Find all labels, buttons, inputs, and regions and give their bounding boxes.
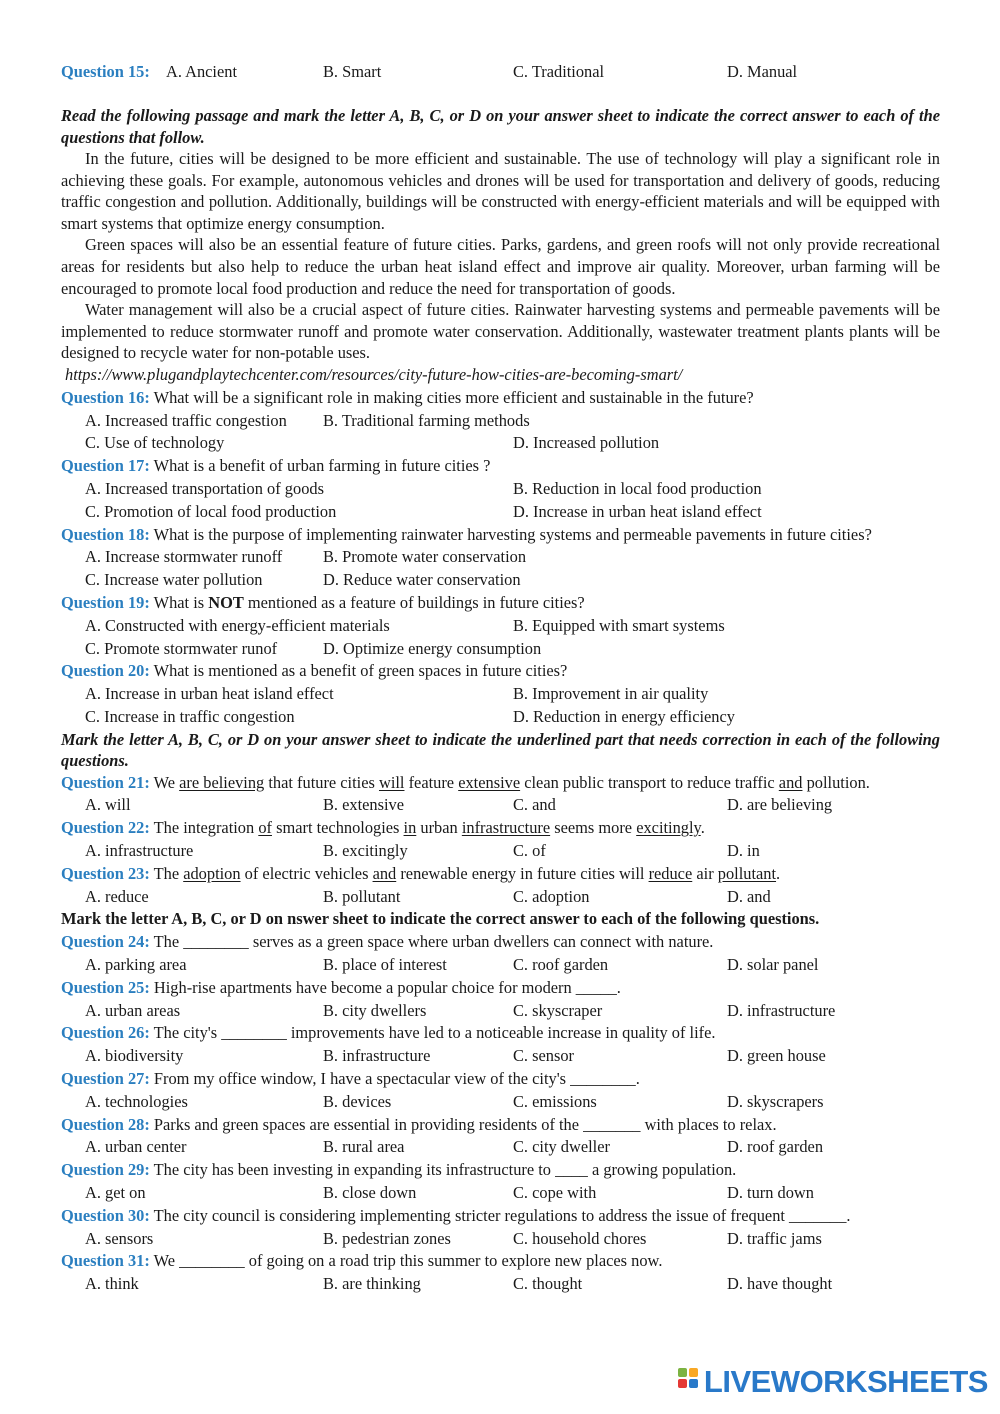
text-part: air bbox=[696, 863, 714, 883]
option-b[interactable]: B. devices bbox=[323, 1091, 392, 1111]
worksheet-page bbox=[61, 60, 940, 1296]
options-row bbox=[61, 501, 940, 524]
question-22 bbox=[61, 817, 940, 840]
text-part: of electric vehicles bbox=[244, 863, 369, 883]
option-c[interactable]: C. and bbox=[513, 795, 556, 815]
option-d[interactable]: D. green house bbox=[727, 1046, 826, 1066]
options-row bbox=[61, 615, 940, 638]
option-c[interactable]: C. adoption bbox=[513, 886, 590, 906]
question-text: What will be a significant role in making cities more efficient and sustainable in the future? bbox=[153, 387, 754, 407]
question-label: Question 22: bbox=[61, 818, 150, 838]
option-a[interactable]: A. will bbox=[85, 795, 131, 815]
vocabulary-instruction: Mark the letter A, B, C, or D on nswer sheet to indicate the correct answer to each of the following questions. bbox=[61, 909, 820, 929]
option-b[interactable]: B. Promote water conservation bbox=[323, 547, 527, 567]
question-text: High-rise apartments have become a popular choice for modern _____. bbox=[153, 977, 621, 997]
option-a[interactable]: A. get on bbox=[85, 1183, 146, 1203]
option-c[interactable]: C. Traditional bbox=[513, 62, 605, 81]
options-row bbox=[61, 546, 940, 569]
question-label: Question 24: bbox=[61, 932, 150, 952]
question-30 bbox=[61, 1205, 940, 1228]
option-c[interactable]: C. Increase in traffic congestion bbox=[85, 706, 295, 726]
underlined-part: in bbox=[403, 818, 417, 838]
underlined-part: pollutant bbox=[717, 863, 777, 883]
option-c[interactable]: C. sensor bbox=[513, 1046, 575, 1066]
option-b[interactable]: B. infrastructure bbox=[323, 1046, 431, 1066]
option-b[interactable]: B. pedestrian zones bbox=[323, 1228, 451, 1248]
question-23 bbox=[61, 863, 940, 886]
text-part: pollution. bbox=[806, 772, 870, 792]
underlined-part: of bbox=[258, 818, 272, 838]
option-a[interactable]: A. Increased traffic congestion bbox=[85, 410, 287, 430]
question-label: Question 15: bbox=[61, 62, 150, 81]
question-20 bbox=[61, 660, 940, 683]
question-label: Question 18: bbox=[61, 524, 150, 544]
option-b[interactable]: B. Equipped with smart systems bbox=[513, 615, 725, 635]
option-c[interactable]: C. skyscraper bbox=[513, 1000, 603, 1020]
question-text: The ________ serves as a green space where urban dwellers can connect with nature. bbox=[153, 932, 714, 952]
question-31 bbox=[61, 1250, 940, 1273]
options-row bbox=[61, 706, 940, 729]
liveworksheets-wordmark: LIVEWORKSHEETS bbox=[703, 1364, 988, 1399]
question-21 bbox=[61, 772, 940, 795]
question-25 bbox=[61, 977, 940, 1000]
options-row bbox=[61, 794, 940, 817]
text-part: urban bbox=[420, 818, 458, 838]
option-a[interactable]: A. technologies bbox=[85, 1091, 188, 1111]
option-d[interactable]: D. skyscrapers bbox=[727, 1091, 824, 1111]
question-label: Question 25: bbox=[61, 977, 150, 997]
underlined-part: extensive bbox=[458, 772, 521, 792]
options-row bbox=[61, 410, 940, 433]
question-24 bbox=[61, 931, 940, 954]
options-row bbox=[61, 1045, 940, 1068]
question-text-emphasis: NOT bbox=[208, 592, 244, 612]
option-a[interactable]: A. Increase stormwater runoff bbox=[85, 547, 283, 567]
option-b[interactable]: B. extensive bbox=[323, 795, 405, 815]
options-row bbox=[61, 954, 940, 977]
text-part: We bbox=[153, 772, 176, 792]
option-a[interactable]: A. reduce bbox=[85, 886, 149, 906]
options-row bbox=[61, 683, 940, 706]
option-c[interactable]: C. thought bbox=[513, 1274, 583, 1294]
option-a[interactable]: A. urban center bbox=[85, 1137, 187, 1157]
option-d[interactable]: D. turn down bbox=[727, 1183, 814, 1203]
underlined-part: infrastructure bbox=[461, 818, 551, 838]
liveworksheets-mark-icon bbox=[678, 1368, 700, 1396]
question-label: Question 28: bbox=[61, 1114, 150, 1134]
question-text-post: mentioned as a feature of buildings in future cities? bbox=[247, 592, 585, 612]
option-d[interactable]: D. Optimize energy consumption bbox=[323, 638, 542, 658]
question-text: The city council is considering implementing stricter regulations to address the issue of frequent _______. bbox=[153, 1205, 851, 1225]
option-d[interactable]: D. infrastructure bbox=[727, 1000, 836, 1020]
question-text: What is the purpose of implementing rainwater harvesting systems and permeable pavements in future cities? bbox=[153, 524, 872, 544]
option-b[interactable]: B. rural area bbox=[323, 1137, 405, 1157]
option-d[interactable]: D. traffic jams bbox=[727, 1228, 822, 1248]
question-18 bbox=[61, 524, 940, 547]
question-label: Question 31: bbox=[61, 1251, 150, 1271]
option-d[interactable]: D. in bbox=[727, 841, 760, 861]
question-text: Parks and green spaces are essential in providing residents of the _______ with places to relax. bbox=[153, 1114, 777, 1134]
option-d[interactable]: D. have thought bbox=[727, 1274, 833, 1294]
passage-paragraph-3: Water management will also be a crucial aspect of future cities. Rainwater harvesting systems and permeable pavements will be implemented to reduce stormwater runoff and promote water conservation. Additionally, wastewater treatment plants plants will be designed to recycle water for non-potable uses. bbox=[61, 300, 940, 363]
option-a[interactable]: A. sensors bbox=[85, 1228, 154, 1248]
passage-paragraph-1: In the future, cities will be designed to be more efficient and sustainable. The use of technology will play a significant role in achieving these goals. For example, autonomous vehicles and drones will be used for transportation and delivery of goods, reducing traffic congestion and pollution. Additionally, buildings will be constructed with energy-efficient materials and will be equipped with smart systems that optimize energy consumption. bbox=[61, 149, 940, 233]
underlined-part: are believing bbox=[179, 772, 265, 792]
options-row bbox=[61, 432, 940, 455]
text-part: . bbox=[700, 818, 705, 838]
text-part: feature bbox=[408, 772, 455, 792]
option-b[interactable]: B. are thinking bbox=[323, 1274, 421, 1294]
text-part: seems more bbox=[554, 818, 633, 838]
option-b[interactable]: B. city dwellers bbox=[323, 1000, 427, 1020]
option-d[interactable]: D. Reduction in energy efficiency bbox=[513, 706, 735, 726]
question-26 bbox=[61, 1022, 940, 1045]
question-16 bbox=[61, 387, 940, 410]
option-a[interactable]: A. think bbox=[85, 1274, 139, 1294]
option-a[interactable]: A. infrastructure bbox=[85, 841, 194, 861]
options-row bbox=[61, 478, 940, 501]
option-a[interactable]: A. urban areas bbox=[85, 1000, 181, 1020]
option-a[interactable]: A. Increase in urban heat island effect bbox=[85, 684, 334, 704]
option-a[interactable]: A. parking area bbox=[85, 955, 187, 975]
question-text: The city has been investing in expanding its infrastructure to ____ a growing population. bbox=[153, 1160, 737, 1180]
error-correction-instruction: Mark the letter A, B, C, or D on your answer sheet to indicate the underlined part that needs correction in each of the following questions. bbox=[61, 729, 940, 771]
question-text: What is mentioned as a benefit of green spaces in future cities? bbox=[153, 661, 568, 681]
option-c[interactable]: C. roof garden bbox=[513, 955, 609, 975]
option-b[interactable]: B. Reduction in local food production bbox=[513, 478, 762, 498]
question-label: Question 30: bbox=[61, 1205, 150, 1225]
option-c[interactable]: C. Increase water pollution bbox=[85, 570, 263, 590]
question-label: Question 26: bbox=[61, 1023, 150, 1043]
option-a[interactable]: A. Ancient bbox=[166, 62, 238, 81]
question-text: From my office window, I have a spectacular view of the city's ________. bbox=[153, 1069, 640, 1089]
text-part: renewable energy in future cities will bbox=[400, 863, 645, 883]
options-row bbox=[61, 1000, 940, 1023]
liveworksheets-logo[interactable] bbox=[678, 1366, 988, 1398]
underlined-part: reduce bbox=[648, 863, 693, 883]
option-c[interactable]: C. Promotion of local food production bbox=[85, 501, 337, 521]
question-27 bbox=[61, 1068, 940, 1091]
option-c[interactable]: C. of bbox=[513, 841, 546, 861]
question-label: Question 16: bbox=[61, 387, 150, 407]
option-d[interactable]: D. Increased pollution bbox=[513, 433, 660, 453]
option-c[interactable]: C. emissions bbox=[513, 1091, 597, 1111]
option-b[interactable]: B. Traditional farming methods bbox=[323, 410, 530, 430]
question-28 bbox=[61, 1114, 940, 1137]
option-b[interactable]: B. Improvement in air quality bbox=[513, 684, 709, 704]
option-c[interactable]: C. cope with bbox=[513, 1183, 597, 1203]
option-d[interactable]: D. Increase in urban heat island effect bbox=[513, 501, 762, 521]
question-15 bbox=[61, 60, 940, 84]
options-row bbox=[61, 569, 940, 592]
option-d[interactable]: D. solar panel bbox=[727, 955, 819, 975]
options-row bbox=[61, 1228, 940, 1251]
question-label: Question 29: bbox=[61, 1160, 150, 1180]
option-d[interactable]: D. Reduce water conservation bbox=[323, 570, 521, 590]
text-part: that future cities bbox=[268, 772, 375, 792]
question-label: Question 19: bbox=[61, 592, 150, 612]
question-label: Question 23: bbox=[61, 863, 150, 883]
option-b[interactable]: B. close down bbox=[323, 1183, 417, 1203]
options-row bbox=[61, 886, 940, 909]
text-part: clean public transport to reduce traffic bbox=[524, 772, 775, 792]
question-text-pre: What is bbox=[153, 592, 205, 612]
question-label: Question 27: bbox=[61, 1069, 150, 1089]
question-text: The city's ________ improvements have led to a noticeable increase in quality of life. bbox=[153, 1023, 716, 1043]
question-label: Question 20: bbox=[61, 661, 150, 681]
options-row bbox=[61, 1091, 940, 1114]
option-b[interactable]: B. excitingly bbox=[323, 841, 408, 861]
option-d[interactable]: D. and bbox=[727, 886, 771, 906]
options-row bbox=[61, 638, 940, 661]
question-text: We ________ of going on a road trip this summer to explore new places now. bbox=[153, 1251, 663, 1271]
option-d[interactable]: D. roof garden bbox=[727, 1137, 824, 1157]
options-row bbox=[61, 1136, 940, 1159]
options-row bbox=[61, 1273, 940, 1296]
question-17 bbox=[61, 455, 940, 478]
question-19 bbox=[61, 592, 940, 615]
option-d[interactable]: D. Manual bbox=[727, 62, 798, 81]
passage-source-link[interactable]: https://www.plugandplaytechcenter.com/resources/city-future-how-cities-are-becoming-smart/ bbox=[65, 364, 683, 384]
underlined-part: and bbox=[372, 863, 397, 883]
question-29 bbox=[61, 1159, 940, 1182]
option-b[interactable]: B. Smart bbox=[323, 62, 382, 81]
reading-instruction: Read the following passage and mark the letter A, B, C, or D on your answer sheet to indicate the correct answer to each of the questions that follow. bbox=[61, 106, 940, 147]
option-c[interactable]: C. household chores bbox=[513, 1228, 647, 1248]
underlined-part: will bbox=[378, 772, 405, 792]
option-a[interactable]: A. Constructed with energy-efficient materials bbox=[85, 615, 390, 635]
underlined-part: adoption bbox=[183, 863, 241, 883]
option-b[interactable]: B. place of interest bbox=[323, 955, 447, 975]
question-label: Question 17: bbox=[61, 456, 150, 476]
options-row bbox=[61, 840, 940, 863]
option-c[interactable]: C. Use of technology bbox=[85, 433, 225, 453]
underlined-part: excitingly bbox=[636, 818, 701, 838]
text-part: . bbox=[776, 863, 781, 883]
option-b[interactable]: B. pollutant bbox=[323, 886, 401, 906]
option-c[interactable]: C. Promote stormwater runof bbox=[85, 638, 278, 658]
option-d[interactable]: D. are believing bbox=[727, 795, 833, 815]
passage-paragraph-2: Green spaces will also be an essential feature of future cities. Parks, gardens, and green roofs will not only provide recreational areas for residents but also help to reduce the urban heat island effect and improve air quality. Moreover, urban farming will be encouraged to promote local food production and reduce the need for transportation of goods. bbox=[61, 235, 940, 298]
option-a[interactable]: A. biodiversity bbox=[85, 1046, 184, 1066]
underlined-part: and bbox=[778, 772, 803, 792]
option-a[interactable]: A. Increased transportation of goods bbox=[85, 478, 324, 498]
option-c[interactable]: C. city dweller bbox=[513, 1137, 610, 1157]
text-part: smart technologies bbox=[276, 818, 400, 838]
question-text: What is a benefit of urban farming in future cities ? bbox=[153, 456, 491, 476]
text-part: The bbox=[153, 863, 180, 883]
options-row bbox=[61, 1182, 940, 1205]
text-part: The integration bbox=[153, 818, 255, 838]
question-label: Question 21: bbox=[61, 772, 150, 792]
